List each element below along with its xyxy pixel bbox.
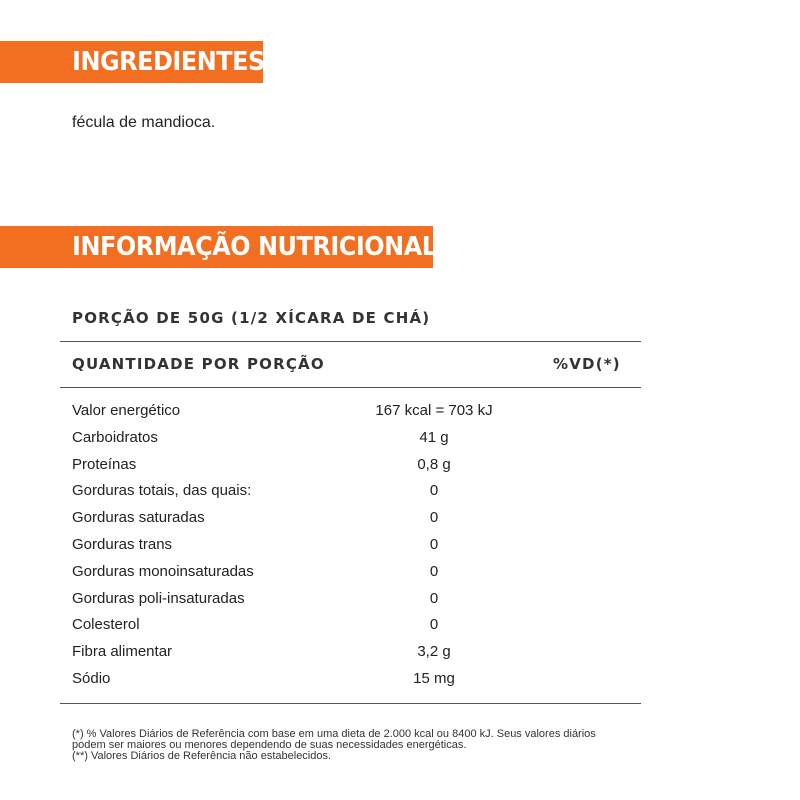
portion-size: PORÇÃO DE 50G (1/2 XÍCARA DE CHÁ): [72, 309, 431, 327]
nutrient-label: Gorduras poli-insaturadas: [72, 589, 245, 607]
divider: [60, 387, 641, 388]
nutrition-heading-banner: [0, 226, 437, 268]
nutrient-label: Sódio: [72, 669, 111, 687]
nutrient-label: Carboidratos: [72, 428, 158, 446]
nutrient-label: Valor energético: [72, 402, 181, 419]
divider: [60, 703, 641, 704]
ingredients-heading-banner: [0, 41, 263, 83]
nutrient-label: Gorduras trans: [72, 535, 173, 553]
table-row: [72, 641, 632, 668]
nutrient-value: 167 kcal = 703 kJ: [375, 402, 493, 419]
table-row: [72, 507, 632, 534]
table-row: [72, 454, 632, 481]
nutrient-value: 0,8 g: [417, 455, 451, 473]
nutrient-value: 0: [429, 509, 439, 527]
nutrient-label: Gorduras totais, das quais:: [72, 482, 252, 500]
nutrient-label: Fibra alimentar: [72, 643, 173, 661]
table-row: [72, 427, 632, 454]
footnote-line: podem ser maiores ou menores dependendo de suas necessidades energéticas.: [72, 739, 467, 751]
ingredients-heading: INGREDIENTES: [72, 47, 265, 77]
table-row: [72, 668, 632, 695]
nutrient-label: Proteínas: [72, 455, 137, 473]
table-row: [72, 400, 632, 427]
nutrient-label: Gorduras monoinsaturadas: [72, 562, 254, 580]
nutrient-value: 0: [429, 482, 439, 500]
nutrient-value: 0: [429, 562, 439, 580]
column-header-quantity: QUANTIDADE POR PORÇÃO: [72, 355, 325, 373]
nutrient-value: 0: [429, 616, 439, 634]
nutrient-label: Colesterol: [72, 616, 140, 634]
table-row: [72, 534, 632, 561]
nutrient-value: 41 g: [419, 428, 449, 446]
nutrient-value: 0: [429, 535, 439, 553]
table-row: [72, 480, 632, 507]
nutrient-value: 15 mg: [413, 669, 455, 687]
nutrient-label: Gorduras saturadas: [72, 509, 205, 527]
table-row: [72, 614, 632, 641]
table-row: [72, 561, 632, 588]
nutrition-heading: INFORMAÇÃO NUTRICIONAL: [72, 232, 437, 262]
table-row: [72, 588, 632, 615]
ingredients-text: fécula de mandioca.: [72, 114, 216, 131]
footnote-line: (*) % Valores Diários de Referência com base em uma dieta de 2.000 kcal ou 8400 kJ. Seus valores diários: [72, 728, 596, 740]
nutrient-value: 3,2 g: [417, 643, 451, 661]
nutrition-table: [72, 400, 632, 695]
footnotes: [72, 729, 652, 762]
nutrient-value: 0: [429, 589, 439, 607]
divider: [60, 341, 641, 342]
column-header-vd: %VD(*): [553, 355, 621, 373]
footnote-line: (**) Valores Diários de Referência não estabelecidos.: [72, 750, 332, 762]
